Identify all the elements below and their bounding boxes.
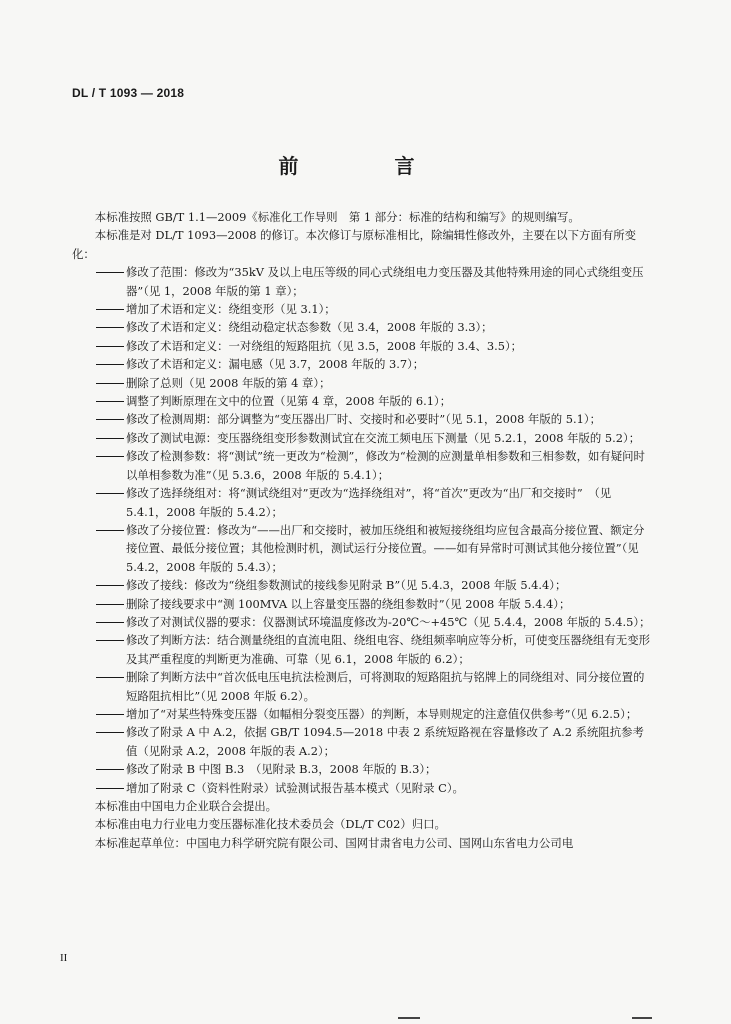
scan-artifact bbox=[632, 1017, 652, 1019]
standard-code-header: DL / T 1093 — 2018 bbox=[72, 86, 185, 100]
change-item-text: 修改了附录 B 中图 B.3 （见附录 B.3，2008 年版的 B.3）； bbox=[126, 762, 437, 777]
closing-paragraph: 本标准由电力行业电力变压器标准化技术委员会（DL/T C02）归口。 bbox=[94, 817, 446, 832]
change-item-text: 修改了范围：修改为“35kV 及以上电压等级的同心式绕组电力变压器及其他特殊用途的同心式绕组变压器”（见 1，2008 年版的第 1 章）； bbox=[126, 265, 644, 298]
change-item-text: 修改了测试电源：变压器绕组变形参数测试宜在交流工频电压下测量（见 5.2.1，2008 年版的 5.2）； bbox=[126, 430, 641, 445]
change-item bbox=[72, 595, 652, 613]
change-item-text: 删除了总则（见 2008 年版的第 4 章）； bbox=[126, 375, 331, 390]
change-item bbox=[72, 374, 652, 392]
changes-list bbox=[72, 263, 652, 797]
change-item-text: 修改了对测试仪器的要求：仪器测试环境温度修改为-20℃～+45℃（见 5.4.4，2008 年版的 5.4.5）； bbox=[126, 614, 651, 629]
change-item-text: 增加了附录 C（资料性附录）试验测试报告基本模式（见附录 C）。 bbox=[126, 780, 464, 795]
change-item bbox=[72, 392, 652, 410]
change-item bbox=[72, 318, 652, 336]
change-item-text: 修改了术语和定义：一对绕组的短路阻抗（见 3.5，2008 年版的 3.4、3.5）； bbox=[126, 338, 523, 353]
change-item bbox=[72, 576, 652, 594]
change-item bbox=[72, 300, 652, 318]
change-item-text: 修改了选择绕组对：将“测试绕组对”更改为“选择绕组对”，将“首次”更改为“出厂和交接时” （见 5.4.1，2008 年版的 5.4.2）； bbox=[126, 486, 612, 519]
change-item bbox=[72, 410, 652, 428]
change-item-text: 增加了术语和定义：绕组变形（见 3.1）； bbox=[126, 302, 336, 317]
change-item-text: 删除了接线要求中“测 100MVA 以上容量变压器的绕组参数时”（见 2008 年版 5.4.4）； bbox=[126, 596, 571, 611]
change-item-text: 删除了判断方法中“首次低电压电抗法检测后，可将测取的短路阻抗与铭牌上的同绕组对、同分接位置的短路阻抗相比”（见 2008 年版 6.2）。 bbox=[126, 670, 645, 703]
page-number: II bbox=[60, 952, 68, 964]
scan-artifact bbox=[398, 1017, 420, 1019]
change-item-text: 修改了接线：修改为“绕组参数测试的接线参见附录 B”（见 5.4.3，2008 年版 5.4.4）； bbox=[126, 578, 567, 593]
change-item bbox=[72, 521, 652, 576]
change-item bbox=[72, 760, 652, 778]
change-item bbox=[72, 484, 652, 521]
change-item bbox=[72, 447, 652, 484]
page-title: 前 言 bbox=[278, 154, 453, 178]
change-item-text: 修改了分接位置：修改为“——出厂和交接时，被加压绕组和被短接绕组均应包含最高分接位置、额定分接位置、最低分接位置；其他检测时机，测试运行分接位置。——如有异常时可测试其他分接位置”（见 5.4.2，2008 年版的 5.4.3）； bbox=[126, 522, 645, 574]
foreword-body bbox=[72, 208, 652, 852]
intro-paragraph: 本标准是对 DL/T 1093—2008 的修订。本次修订与原标准相比，除编辑性修改外，主要在以下方面有所变化： bbox=[72, 228, 637, 261]
change-item-text: 修改了术语和定义：漏电感（见 3.7，2008 年版的 3.7）； bbox=[126, 357, 425, 372]
change-item bbox=[72, 337, 652, 355]
intro-paragraph: 本标准按照 GB/T 1.1—2009《标准化工作导则 第 1 部分：标准的结构和编写》的规则编写。 bbox=[94, 210, 580, 224]
change-item bbox=[72, 631, 652, 668]
closing-paragraph: 本标准由中国电力企业联合会提出。 bbox=[94, 799, 278, 813]
change-item bbox=[72, 723, 652, 760]
change-item-text: 修改了术语和定义：绕组动稳定状态参数（见 3.4，2008 年版的 3.3）； bbox=[126, 320, 493, 335]
closing-paragraph: 本标准起草单位：中国电力科学研究院有限公司、国网甘肃省电力公司、国网山东省电力公司电 bbox=[94, 835, 574, 850]
change-item-text: 增加了“对某些特殊变压器（如幅相分裂变压器）的判断，本导则规定的注意值仅供参考”（见 6.2.5）； bbox=[126, 706, 638, 721]
change-item-text: 修改了检测周期：部分调整为“变压器出厂时、交接时和必要时”（见 5.1，2008 年版的 5.1）； bbox=[126, 412, 602, 427]
change-item bbox=[72, 779, 652, 797]
change-item bbox=[72, 355, 652, 373]
change-item-text: 修改了检测参数：将“测试”统一更改为“检测”，修改为“检测的应测量单相参数和三相参数，如有疑问时以单相参数为准”（见 5.3.6，2008 年版的 5.4.1）； bbox=[126, 449, 645, 482]
change-item bbox=[72, 263, 652, 300]
change-item-text: 调整了判断原理在文中的位置（见第 4 章，2008 年版的 6.1）； bbox=[126, 394, 452, 409]
change-item bbox=[72, 705, 652, 723]
change-item bbox=[72, 668, 652, 705]
change-item-text: 修改了附录 A 中 A.2，依据 GB/T 1094.5—2018 中表 2 系统短路视在容量修改了 A.2 系统阻抗参考值（见附录 A.2，2008 年版的表 A.2）； bbox=[126, 725, 644, 758]
change-item bbox=[72, 429, 652, 447]
change-item-text: 修改了判断方法：结合测量绕组的直流电阻、绕组电容、绕组频率响应等分析，可使变压器绕组有无变形及其严重程度的判断更为准确、可靠（见 6.1，2008 年版的 6.2）； bbox=[126, 633, 650, 666]
change-item bbox=[72, 613, 652, 631]
